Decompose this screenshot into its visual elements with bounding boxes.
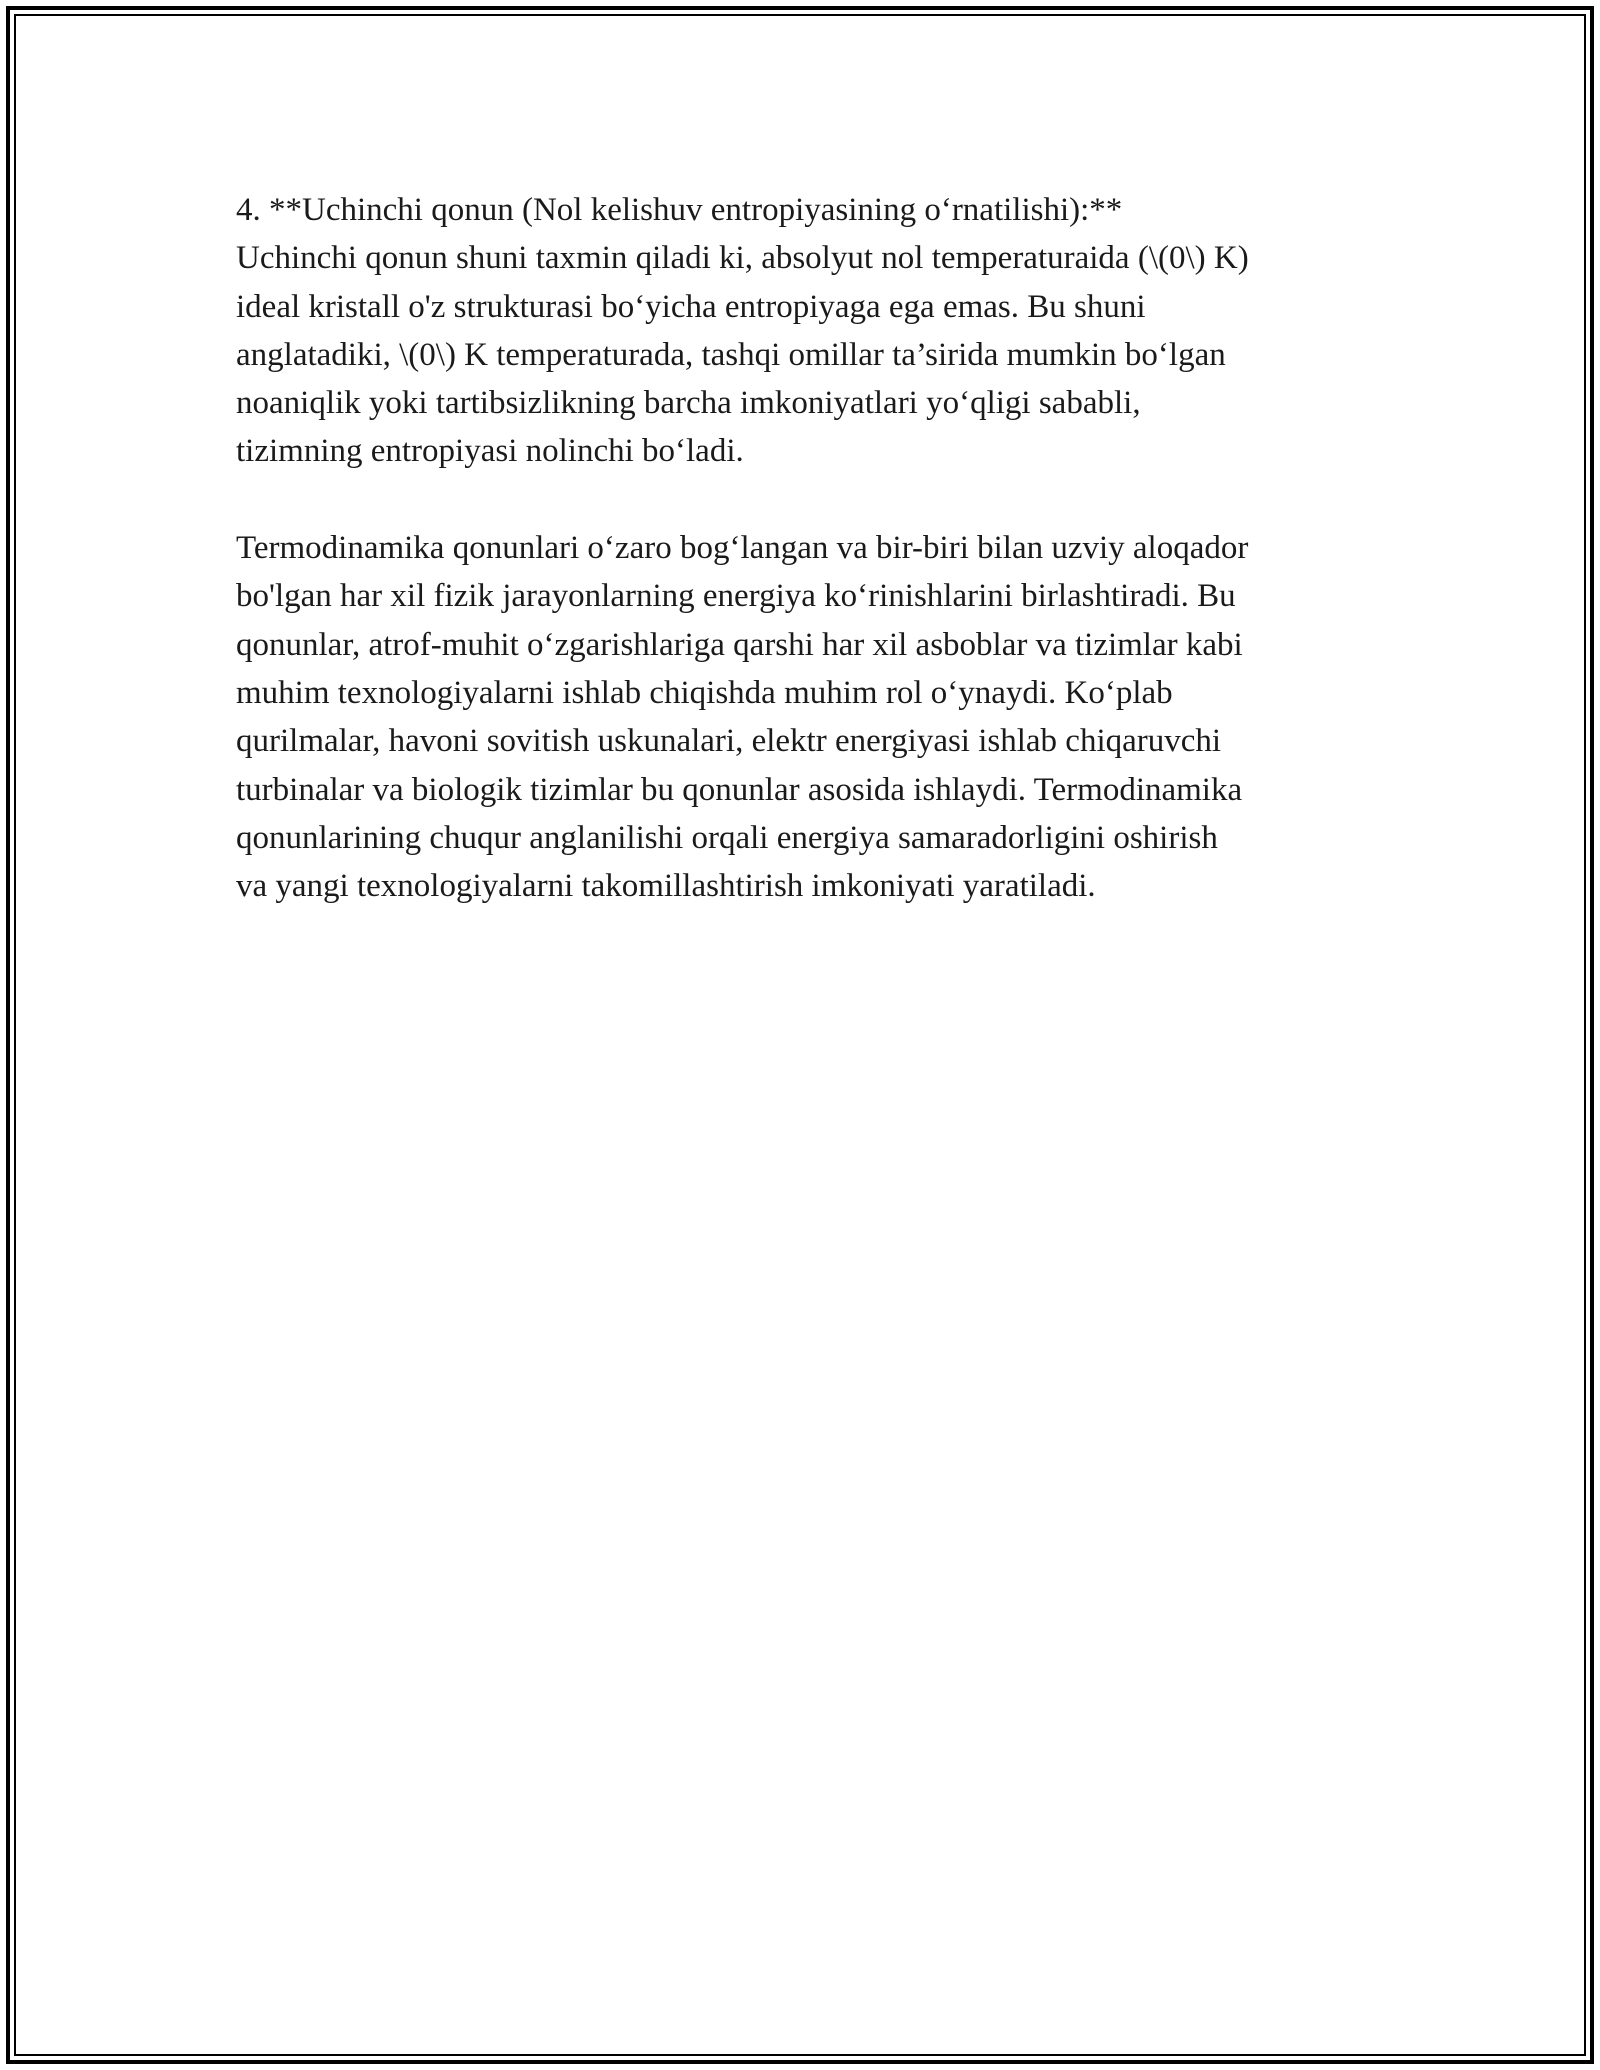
paragraph-line: Uchinchi qonun shuni taxmin qiladi ki, absolyut nol temperaturaida (\(0\) K) [236, 240, 1249, 277]
paragraph-line: muhim texnologiyalarni ishlab chiqishda muhim rol oʻynaydi. Koʻplab [236, 674, 1173, 711]
paragraph-line: va yangi texnologiyalarni takomillashtirish imkoniyati yaratiladi. [236, 868, 1096, 905]
paragraph-line: ideal kristall o'z strukturasi boʻyicha entropiyaga ega emas. Bu shuni [236, 288, 1146, 325]
paragraph-spacer [236, 476, 1366, 524]
paragraph-third-law [236, 186, 1366, 476]
paragraph-line: 4. **Uchinchi qonun (Nol kelishuv entropiyasining oʻrnatilishi):** [236, 192, 1123, 228]
paragraph-summary [236, 524, 1366, 910]
paragraph-line: turbinalar va biologik tizimlar bu qonunlar asosida ishlaydi. Termodinamika [236, 771, 1243, 808]
paragraph-line: anglatadiki, \(0\) K temperaturada, tashqi omillar ta’sirida mumkin boʻlgan [236, 336, 1226, 373]
paragraph-line: Termodinamika qonunlari oʻzaro bogʻlangan va bir-biri bilan uzviy aloqador [236, 530, 1249, 567]
paragraph-line: noaniqlik yoki tartibsizlikning barcha imkoniyatlari yoʻqligi sababli, [236, 385, 1141, 422]
paragraph-line: bo'lgan har xil fizik jarayonlarning energiya koʻrinishlarini birlashtiradi. Bu [236, 578, 1236, 615]
paragraph-line: tizimning entropiyasi nolinchi boʻladi. [236, 433, 744, 470]
document-body [236, 186, 1366, 910]
paragraph-line: qonunlar, atrof-muhit oʻzgarishlariga qarshi har xil asboblar va tizimlar kabi [236, 626, 1243, 663]
paragraph-line: qonunlarining chuqur anglanilishi orqali energiya samaradorligini oshirish [236, 819, 1218, 856]
paragraph-line: qurilmalar, havoni sovitish uskunalari, elektr energiyasi ishlab chiqaruvchi [236, 723, 1222, 760]
